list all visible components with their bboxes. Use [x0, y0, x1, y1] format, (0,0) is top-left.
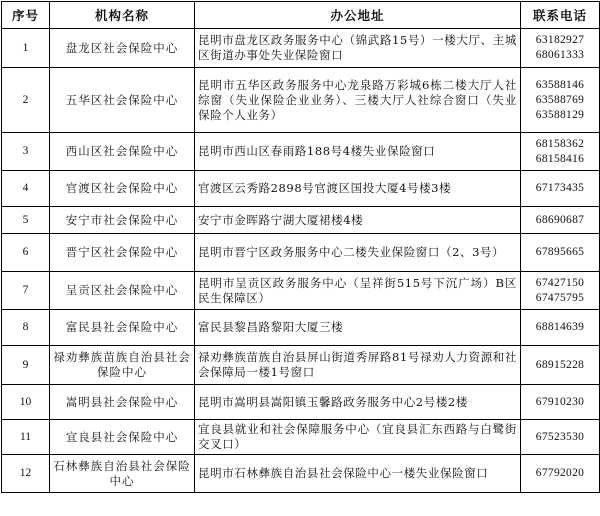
- row-number: 12: [2, 455, 50, 493]
- table-row: [2, 29, 600, 68]
- contact-phone: 68690687: [535, 213, 585, 226]
- contact-phone-cell: [521, 234, 600, 272]
- office-address: 昆明市盘龙区政务服务中心（锦武路15号）一楼大厅、主城区街道办事处失业保险窗口: [195, 29, 521, 68]
- contact-phone-cell: [521, 272, 600, 310]
- contact-phone-cell: [521, 68, 600, 133]
- table-row: [2, 420, 600, 455]
- contact-phone-cell: [521, 29, 600, 68]
- table-row: [2, 133, 600, 171]
- table-body: [2, 29, 600, 493]
- office-address: 昆明市嵩明县嵩阳镇玉馨路政务服务中心2号楼2楼: [195, 385, 521, 420]
- contact-phone: 67173435: [535, 182, 585, 194]
- header-name: 机构名称: [50, 2, 195, 29]
- contact-phone: 68158416: [535, 152, 585, 165]
- office-address: 安宁市金晖路宁湖大厦裙楼4楼: [195, 207, 521, 234]
- contact-phone: 68814639: [535, 321, 585, 333]
- institution-name: 石林彝族自治县社会保险中心: [50, 455, 195, 493]
- institution-name: 禄劝彝族苗族自治县社会保险中心: [50, 346, 195, 385]
- row-number: 8: [2, 310, 50, 346]
- institution-name: 盘龙区社会保险中心: [50, 29, 195, 68]
- row-number: 9: [2, 346, 50, 385]
- institution-name: 晋宁区社会保险中心: [50, 234, 195, 272]
- row-number: 1: [2, 29, 50, 68]
- table-row: [2, 234, 600, 272]
- office-address: 禄劝彝族苗族自治县屏山街道秀屏路81号禄劝人力资源和社会保障局一楼1号窗口: [195, 346, 521, 385]
- table-row: [2, 68, 600, 133]
- institution-name: 五华区社会保险中心: [50, 68, 195, 133]
- table-header-row: [2, 2, 600, 29]
- header-address: 办公地址: [195, 2, 521, 29]
- table-row: [2, 272, 600, 310]
- contact-phone-cell: [521, 420, 600, 455]
- row-number: 10: [2, 385, 50, 420]
- header-phone: 联系电话: [521, 2, 600, 29]
- table-row: [2, 207, 600, 234]
- institution-name: 安宁市社会保险中心: [50, 207, 195, 234]
- institution-name: 富民县社会保险中心: [50, 310, 195, 346]
- office-address: 宜良县就业和社会保障服务中心（宜良县汇东西路与白鹭街交叉口）: [195, 420, 521, 455]
- institution-name: 西山区社会保险中心: [50, 133, 195, 171]
- table-row: [2, 346, 600, 385]
- contact-phone: 68061333: [535, 49, 585, 61]
- office-address: 昆明市西山区春雨路188号4楼失业保险窗口: [195, 133, 521, 171]
- contact-phone: 67895665: [535, 246, 585, 258]
- row-number: 6: [2, 234, 50, 272]
- table-row: [2, 385, 600, 420]
- table-row: [2, 455, 600, 493]
- social-insurance-centers-table: [1, 1, 600, 493]
- row-number: 3: [2, 133, 50, 171]
- institution-name: 嵩明县社会保险中心: [50, 385, 195, 420]
- office-address: 官渡区云秀路2898号官渡区国投大厦4号楼3楼: [195, 171, 521, 207]
- institution-name: 呈贡区社会保险中心: [50, 272, 195, 310]
- table-row: [2, 171, 600, 207]
- row-number: 4: [2, 171, 50, 207]
- contact-phone: 68915228: [535, 358, 585, 371]
- contact-phone: 63588146: [535, 78, 585, 91]
- contact-phone-cell: [521, 455, 600, 493]
- contact-phone-cell: [521, 133, 600, 171]
- contact-phone: 67792020: [535, 467, 585, 479]
- contact-phone: 63588769: [535, 93, 585, 106]
- office-address: 昆明市呈贡区政务服务中心（呈祥街515号下沉广场）B区民生保障区）: [195, 272, 521, 310]
- contact-phone: 63588129: [535, 108, 585, 121]
- office-address: 昆明市石林彝族自治县社会保险中心一楼失业保险窗口: [195, 455, 521, 493]
- contact-phone-cell: [521, 207, 600, 234]
- table-row: [2, 310, 600, 346]
- contact-phone: 67910230: [535, 395, 585, 408]
- contact-phone-cell: [521, 171, 600, 207]
- row-number: 5: [2, 207, 50, 234]
- row-number: 2: [2, 68, 50, 133]
- row-number: 11: [2, 420, 50, 455]
- contact-phone: 67427150: [535, 276, 585, 289]
- header-no: 序号: [2, 2, 50, 29]
- office-address: 昆明市五华区政务服务中心龙泉路万彩城6栋二楼大厅人社综窗（失业保险企业业务）、三楼大厅人社综合窗口（失业保险个人业务）: [195, 68, 521, 133]
- office-address: 昆明市晋宁区政务服务中心二楼失业保险窗口（2、3号）: [195, 234, 521, 272]
- contact-phone: 67523530: [535, 430, 585, 443]
- contact-phone: 67475795: [535, 291, 585, 304]
- contact-phone-cell: [521, 346, 600, 385]
- contact-phone: 68158362: [535, 137, 585, 150]
- contact-phone: 63182927: [535, 34, 585, 46]
- contact-phone-cell: [521, 310, 600, 346]
- institution-name: 官渡区社会保险中心: [50, 171, 195, 207]
- institution-name: 宜良县社会保险中心: [50, 420, 195, 455]
- row-number: 7: [2, 272, 50, 310]
- office-address: 富民县黎昌路黎阳大厦三楼: [195, 310, 521, 346]
- contact-phone-cell: [521, 385, 600, 420]
